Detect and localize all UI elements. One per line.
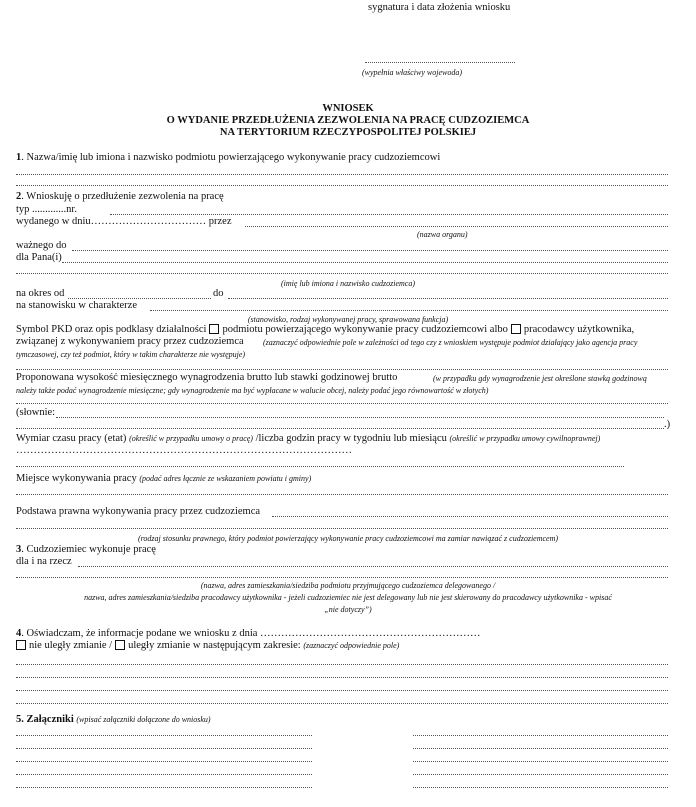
host-entity-label: dla i na rzecz — [16, 556, 72, 567]
words-field-2[interactable] — [16, 428, 664, 429]
period-from-field[interactable] — [68, 298, 211, 299]
position-field[interactable] — [150, 310, 668, 311]
signature-note: sygnatura i data złożenia wniosku — [368, 2, 511, 13]
place-field[interactable] — [16, 494, 668, 495]
issuing-organ-field[interactable] — [245, 226, 668, 227]
changes-field[interactable] — [16, 677, 668, 678]
valid-until-label: ważnego do — [16, 240, 67, 251]
pkd-field[interactable] — [16, 369, 668, 370]
issued-label: wydanego w dniu…………………………… przez — [16, 216, 232, 227]
words-label: (słownie: — [16, 407, 56, 418]
host-entity-note-2: nazwa, adres zamieszkania/siedziba pracodawcy użytkownika - jeżeli cudzoziemiec nie jest delegowany lub nie jest skierowany do pracodawcy użytkownika - wpisać — [84, 593, 612, 602]
host-entity-field-2[interactable] — [16, 577, 668, 578]
pkd-line: Symbol PKD oraz opis podklasy działalności podmiotu powierzającego wykonywanie pracy cudzoziemcowi albo pracodawcy użytkownika, — [16, 324, 635, 335]
attachment-field[interactable] — [413, 748, 668, 749]
worktime-line: Wymiar czasu pracy (etat) (określić w przypadku umowy o pracę) /liczba godzin pracy w tygodniu lub miesiącu (określić w przypadku umowy cywilnoprawnej) — [16, 433, 601, 444]
attachment-field[interactable] — [16, 761, 312, 762]
attachment-field[interactable] — [16, 774, 312, 775]
place-label: Miejsce wykonywania pracy (podać adres łącznie ze wskazaniem powiatu i gminy) — [16, 473, 312, 484]
change-options: nie uległy zmianie / uległy zmianie w następującym zakresie: (zaznaczyć odpowiednie pole) — [16, 640, 399, 652]
section-1-heading: 1. Nazwa/imię lub imiona i nazwisko podmiotu powierzającego wykonywanie pracy cudzoziemcowi — [16, 152, 441, 163]
section-3-heading: 3. Cudzoziemiec wykonuje pracę — [16, 544, 156, 555]
user-employer-checkbox[interactable] — [511, 324, 521, 334]
section-1-field-line[interactable] — [16, 174, 668, 175]
host-entity-field[interactable] — [78, 566, 668, 567]
attachment-field[interactable] — [413, 735, 668, 736]
words-field[interactable] — [56, 417, 664, 418]
changed-checkbox[interactable] — [115, 640, 125, 650]
legal-basis-field-2[interactable] — [16, 528, 668, 529]
period-to-label: do — [213, 288, 224, 299]
title-line-1: WNIOSEK — [322, 103, 374, 114]
name-note: (imię lub imiona i nazwisko cudzoziemca) — [281, 279, 415, 288]
entity-checkbox[interactable] — [209, 324, 219, 334]
worktime-field[interactable] — [16, 466, 624, 467]
position-note: (stanowisko, rodzaj wykonywanej pracy, sprawowana funkcja) — [247, 315, 449, 324]
changes-field[interactable] — [16, 690, 668, 691]
voivode-line — [365, 62, 515, 63]
salary-note: (w przypadku gdy wynagrodzenie jest określone stawką godzinową należy także podać wynagrodzenie miesięczne; gdy wynagrodzenie ma być wypłacane w walucie obcej, należy podać jego równowartość w złotych) — [16, 374, 647, 395]
position-label: na stanowisku w charakterze — [16, 300, 137, 311]
foreigner-name-field[interactable] — [16, 273, 668, 274]
pkd-note: (zaznaczyć odpowiednie pole w zależności od tego czy z wnioskiem występuje podmiot działający jako agencja pracy tymczasowej, czy też podmiot, który w takim charakterze nie występuje) — [16, 338, 638, 359]
host-entity-note-1: (nazwa, adres zamieszkania/siedziba podmiotu przyjmującego cudzoziemca delegowanego / — [200, 581, 496, 590]
attachment-field[interactable] — [16, 748, 312, 749]
words-end: .) — [664, 419, 671, 430]
permit-type-label: typ .............nr. — [16, 204, 77, 215]
worktime-line-2: …………………………………………………………………………………… — [16, 445, 352, 456]
section-2-heading: 2. Wnioskuję o przedłużenie zezwolenia na pracę — [16, 191, 224, 202]
section-5-heading: 5. Załączniki (wpisać załączniki dołączone do wniosku) — [16, 714, 211, 725]
voivode-note: (wypełnia właściwy wojewoda) — [362, 68, 462, 77]
salary-label: Proponowana wysokość miesięcznego wynagrodzenia brutto lub stawki godzinowej brutto — [16, 372, 398, 383]
legal-basis-field[interactable] — [272, 516, 668, 517]
title-line-3: NA TERYTORIUM RZECZYPOSPOLITEJ POLSKIEJ — [219, 127, 477, 138]
title-line-2: O WYDANIE PRZEDŁUŻENIA ZEZWOLENIA NA PRACĘ CUDZOZIEMCA — [166, 115, 530, 126]
attachment-field[interactable] — [16, 735, 312, 736]
section-4-heading: 4. Oświadczam, że informacje podane we wniosku z dnia ……………………………………………………… — [16, 628, 481, 639]
attachment-field[interactable] — [413, 787, 668, 788]
period-from-label: na okres od — [16, 288, 65, 299]
attachment-field[interactable] — [16, 787, 312, 788]
attachment-field[interactable] — [413, 774, 668, 775]
legal-basis-label: Podstawa prawna wykonywania pracy przez cudzoziemca — [16, 506, 261, 517]
legal-basis-note: (rodzaj stosunku prawnego, który podmiot powierzający wykonywanie pracy cudzoziemcowi ma zamiar nawiązać z cudzoziemcem) — [137, 534, 559, 543]
pkd-line-2: związanej z wykonywaniem pracy przez cudzoziemca — [16, 336, 244, 347]
host-entity-note-3: „nie dotyczy”) — [324, 605, 372, 614]
section-1-field-line[interactable] — [16, 185, 668, 186]
salary-field[interactable] — [16, 403, 668, 404]
foreigner-name-field[interactable] — [62, 262, 668, 263]
period-to-field[interactable] — [228, 298, 668, 299]
permit-number-field[interactable] — [110, 214, 668, 215]
valid-until-field[interactable] — [72, 250, 668, 251]
attachment-field[interactable] — [413, 761, 668, 762]
foreigner-label: dla Pana(i) — [16, 252, 62, 263]
changes-field[interactable] — [16, 703, 668, 704]
changes-field[interactable] — [16, 664, 668, 665]
organ-note: (nazwa organu) — [417, 230, 468, 239]
no-change-checkbox[interactable] — [16, 640, 26, 650]
